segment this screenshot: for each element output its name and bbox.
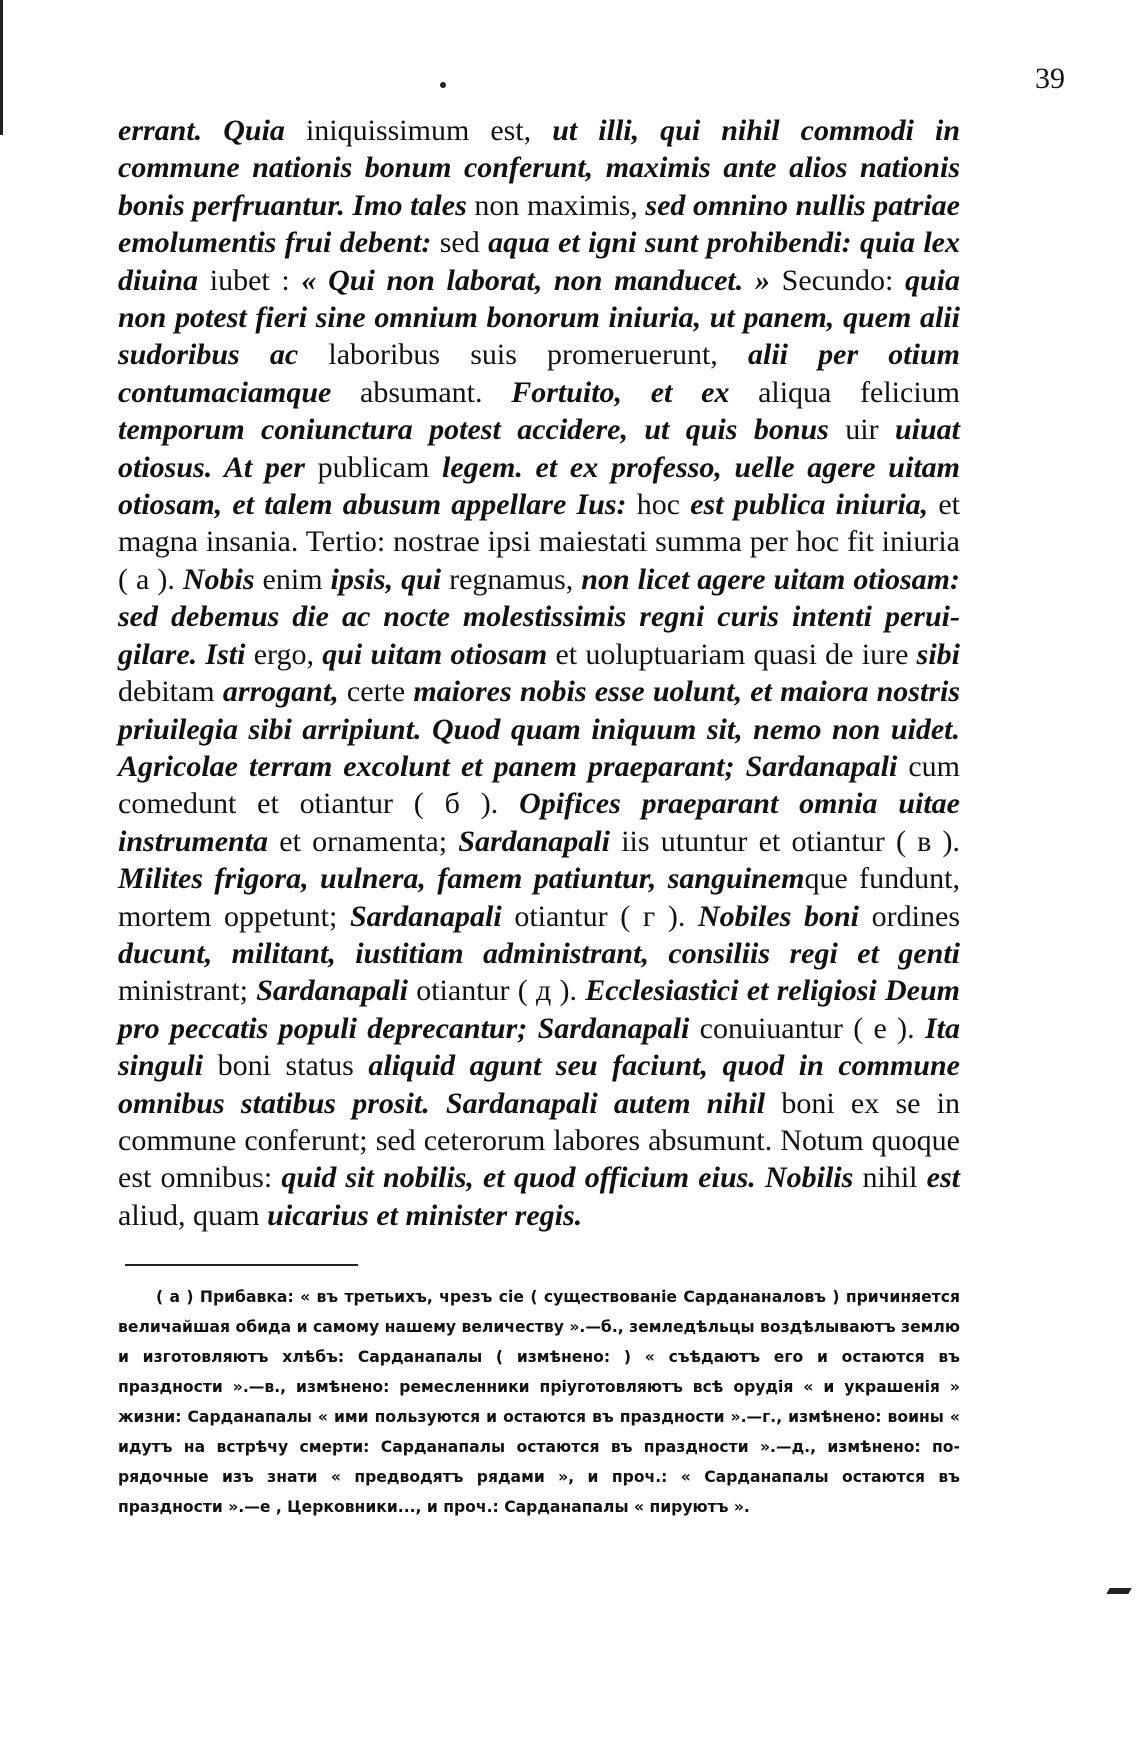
italic-text-segment: maiores nobis esse uolunt, et maiora nostris priuilegia sibi arripiunt. Quod quam iniquum sit, nemo non uidet. Agricolae terram excolunt et panem praeparant; Sardanapali xyxy=(118,675,960,783)
italic-text-segment: sed omnino nullis patriae emolumentis frui debent: xyxy=(118,188,960,260)
italic-text-segment: arrogant, xyxy=(222,675,347,709)
italic-text-segment: « Qui non laborat, non manducet. » xyxy=(301,263,782,297)
italic-text-segment: aqua et igni sunt prohibendi: quia lex diuina xyxy=(118,226,960,297)
roman-text-segment: ordines xyxy=(871,899,960,933)
page-number: 39 xyxy=(1035,62,1065,95)
italic-text-segment: temporum coniunctura potest accidere, ut quis bonus xyxy=(118,413,846,447)
italic-text-segment: Nobis xyxy=(182,562,263,596)
roman-text-segment: boni ex se in commune conferunt; sed ceterorum labores absumunt. Notum quoque est omnibus: xyxy=(118,1086,960,1195)
body-text xyxy=(118,112,960,1234)
italic-text-segment: Fortuito, et ex xyxy=(511,375,759,409)
roman-text-segment: absumant. xyxy=(360,375,512,409)
italic-text-segment: Ecclesiastici et religiosi Deum pro peccatis populi deprecantur; Sardanapali xyxy=(118,974,960,1045)
roman-text-segment: aliqua felicium xyxy=(758,375,961,409)
italic-text-segment: quia non potest fieri sine omnium bonorum iniuria, ut panem, quem alii sudoribus ac xyxy=(118,263,961,372)
header-dot-mark xyxy=(440,82,446,88)
roman-text-segment: hoc xyxy=(636,488,691,522)
italic-text-segment: ut illi, qui nihil commodi in commune nationis bonum conferunt, maximis ante alios nationis bonis perfruantur. Imo tales xyxy=(118,114,961,222)
footnotes xyxy=(118,1282,960,1522)
italic-text-segment: Opifices praeparant omnia uitae instrumenta xyxy=(118,787,960,858)
roman-text-segment: laboribus suis promeruerunt, xyxy=(328,338,748,372)
footnote-a: ( а ) Прибавка: « въ третьихъ, чрезъ сіе ( существованіе Сардананаловъ ) причиняется величайшая обида и самому нашему величеству ».—б., земледѣльцы воздѣлываютъ землю и изготовляютъ хлѣбъ: Сарданапалы ( измѣнено: ) « съѣдаютъ его и остаются въ праздности ».—в., измѣнено: ремесленники пріуготовляютъ всѣ орудія « и украшенія » жизни: Сарданапалы « ими пользуются и остаются въ праздности ».—г., измѣнено: воины « идутъ на встрѣчу смерти: Сарданапалы остаются въ праздности ».—д., измѣнено: порядочные изъ знати « предводятъ рядами », и проч.: « Сарданапалы остаются въ праздности ».—е , Церковники..., и проч.: Сарданапалы « пируютъ ». xyxy=(118,1288,960,1516)
corner-ink-mark xyxy=(1106,1588,1131,1594)
body-paragraph xyxy=(118,112,960,1234)
roman-text-segment: otiantur ( г ). xyxy=(514,899,699,933)
italic-text-segment: est xyxy=(926,1161,960,1195)
roman-text-segment: que fundunt, mortem oppetunt; xyxy=(118,862,960,933)
roman-text-segment: certe xyxy=(346,675,414,709)
italic-text-segment: Sardanapali xyxy=(458,824,622,858)
italic-text-segment: Sardanapali xyxy=(256,974,417,1008)
roman-text-segment: publicam xyxy=(317,450,443,484)
binding-edge-line xyxy=(0,0,3,135)
roman-text-segment: sed xyxy=(439,226,489,260)
roman-text-segment: non maximis, xyxy=(474,188,646,222)
italic-text-segment: Sardanapali xyxy=(349,899,515,933)
roman-text-segment: et magna insania. Tertio: nostrae ipsi maiestati summa per hoc fit iniuria ( a ). xyxy=(118,488,961,596)
italic-text-segment: Milites frigora, uulnera, famem patiuntur, sanguinem xyxy=(118,862,805,896)
italic-text-segment: uiuat otiosus. At per xyxy=(118,413,961,484)
roman-text-segment: debitam xyxy=(118,675,223,709)
roman-text-segment: iniquissimum est, xyxy=(305,114,553,147)
italic-text-segment: ducunt, militant, iustitiam administrant, consiliis regi et genti xyxy=(118,936,960,970)
roman-text-segment: iubet : xyxy=(209,263,302,297)
roman-text-segment: conuiuantur ( е ). xyxy=(699,1011,925,1045)
italic-text-segment: sibi xyxy=(916,637,961,671)
roman-text-segment: otiantur ( д ). xyxy=(416,974,586,1008)
italic-text-segment: legem. et ex professo, uelle agere uitam otiosam, et talem abusum appellare Ius: xyxy=(118,450,960,522)
footnote-separator xyxy=(125,1264,358,1266)
italic-text-segment: Ita singuli xyxy=(118,1011,960,1083)
italic-text-segment: errant. Quia xyxy=(118,114,306,147)
roman-text-segment: nihil xyxy=(862,1161,927,1195)
roman-text-segment: ministrant; xyxy=(118,974,257,1008)
italic-text-segment: aliquid agunt seu faciunt, quod in commune omnibus statibus prosit. Sardanapali autem nihil xyxy=(118,1049,960,1120)
italic-text-segment: quid sit nobilis, et quod officium eius. Nobilis xyxy=(281,1161,863,1195)
italic-text-segment: Nobiles boni xyxy=(698,899,872,933)
italic-text-segment: ipsis, qui xyxy=(330,562,450,596)
italic-text-segment: non licet agere uitam otiosam: sed debemus die ac nocte molestissimis regni curis intenti peruigilare. Isti xyxy=(118,562,961,671)
roman-text-segment: regnamus, xyxy=(449,562,582,596)
roman-text-segment: cum comedunt et otiantur ( б ). xyxy=(118,749,960,821)
italic-text-segment: qui uitam otiosam xyxy=(322,637,556,671)
italic-text-segment: uicarius et minister regis. xyxy=(267,1198,583,1232)
italic-text-segment: est publica iniuria, xyxy=(690,488,939,522)
roman-text-segment: iis utuntur et otiantur ( в ). xyxy=(621,824,960,858)
roman-text-segment: aliud, quam xyxy=(118,1198,268,1232)
roman-text-segment: et uoluptuariam quasi de iure xyxy=(555,637,917,671)
roman-text-segment: uir xyxy=(845,413,895,447)
roman-text-segment: ergo, xyxy=(253,637,323,671)
roman-text-segment: enim xyxy=(262,562,331,596)
italic-text-segment: alii per otium contumaciamque xyxy=(118,338,960,409)
roman-text-segment: boni status xyxy=(217,1049,369,1083)
roman-text-segment: Secundo: xyxy=(781,263,905,297)
roman-text-segment: et ornamenta; xyxy=(279,824,459,858)
